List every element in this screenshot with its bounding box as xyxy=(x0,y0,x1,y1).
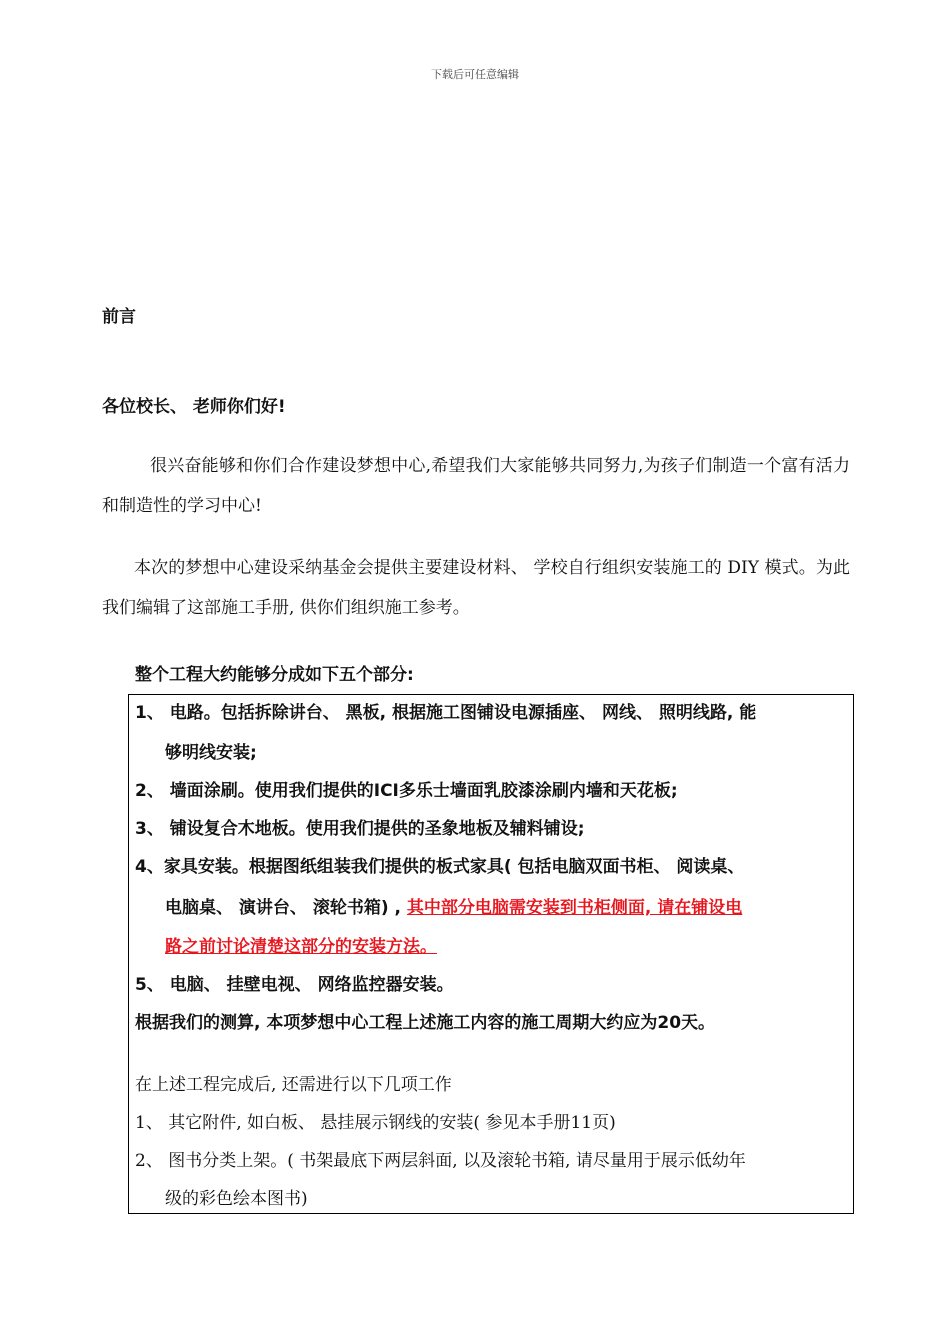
parts-intro: 整个工程大约能够分成如下五个部分: xyxy=(135,665,414,685)
after-item-1: 1、 其它附件, 如白板、 悬挂展示钢线的安装( 参见本手册11页) xyxy=(135,1113,616,1133)
item-1-line-1: 1、 电路。包括拆除讲台、 黑板, 根据施工图铺设电源插座、 网线、 照明线路, 能 xyxy=(135,703,757,723)
item-4-line-1: 4、家具安装。根据图纸组装我们提供的板式家具( 包括电脑双面书柜、 阅读桌、 xyxy=(135,857,745,877)
item-1-line-2: 够明线安装; xyxy=(165,743,257,763)
header-note: 下载后可任意编辑 xyxy=(431,68,519,81)
item-4-warning-1: 其中部分电脑需安装到书柜侧面, 请在铺设电 xyxy=(406,898,743,918)
after-item-2-line-1: 2、 图书分类上架。( 书架最底下两层斜面, 以及滚轮书箱, 请尽量用于展示低幼年 xyxy=(135,1151,746,1171)
after-work-title: 在上述工程完成后, 还需进行以下几项工作 xyxy=(135,1075,452,1095)
item-3: 3、 铺设复合木地板。使用我们提供的圣象地板及辅料铺设; xyxy=(135,819,585,839)
item-4-line-3 xyxy=(135,937,847,957)
greeting: 各位校长、 老师你们好! xyxy=(102,397,286,417)
item-4-warning-2: 路之前讨论清楚这部分的安装方法。 xyxy=(165,937,437,957)
item-2: 2、 墙面涂刷。使用我们提供的ICI多乐士墙面乳胶漆涂刷内墙和天花板; xyxy=(135,781,678,801)
paragraph-intro: 很兴奋能够和你们合作建设梦想中心,希望我们大家能够共同努力,为孩子们制造一个富有活力和制造性的学习中心! xyxy=(102,456,850,516)
after-item-2-line-2: 级的彩色绘本图书) xyxy=(165,1189,308,1209)
item-4-line-2 xyxy=(135,898,847,918)
page-title: 前言 xyxy=(102,307,136,327)
work-items-box xyxy=(128,694,854,1214)
item-5: 5、 电脑、 挂壁电视、 网络监控器安装。 xyxy=(135,975,454,995)
schedule-summary: 根据我们的测算, 本项梦想中心工程上述施工内容的施工周期大约应为20天。 xyxy=(135,1013,716,1033)
paragraph-diy: 本次的梦想中心建设采纳基金会提供主要建设材料、 学校自行组织安装施工的 DIY 模式。为此我们编辑了这部施工手册, 供你们组织施工参考。 xyxy=(102,558,850,618)
item-4-furniture: 电脑桌、 演讲台、 滚轮书箱) , xyxy=(165,898,401,918)
